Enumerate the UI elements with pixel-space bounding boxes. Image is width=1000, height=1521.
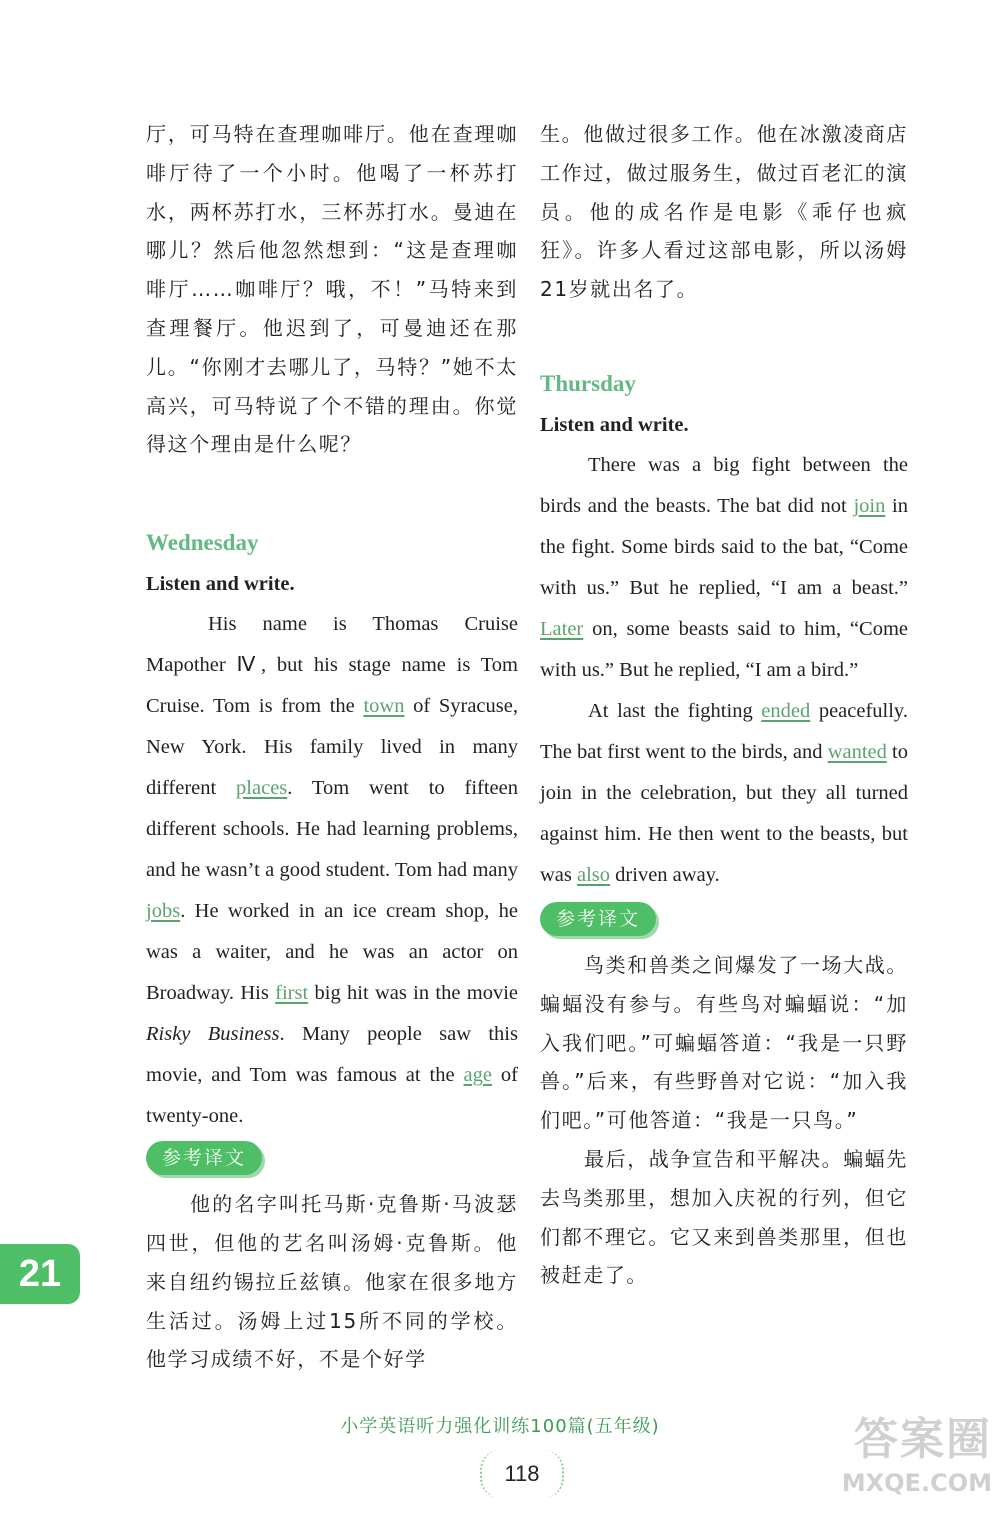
passage-text: of Syracuse, New York. His family lived in many different: [146, 695, 518, 800]
passage-text: His name is Thomas Cruise Mapother Ⅳ, but his stage name is Tom Cruise. Tom is from the: [146, 613, 518, 718]
filled-word: wanted: [827, 740, 887, 763]
filled-word: join: [853, 494, 886, 517]
left-column: [146, 115, 518, 1379]
wednesday-passage: [146, 604, 518, 1137]
reference-translation-badge: 参考译文: [540, 902, 656, 936]
passage-text: of twenty-one.: [146, 1064, 519, 1128]
passage-text: to join in the celebration, but they all turned against him. He then went to the beasts, but was: [540, 740, 908, 886]
day-heading-wednesday: Wednesday: [146, 530, 259, 556]
passage-text: peacefully. The bat first went to the birds, and: [540, 699, 908, 763]
filled-word: jobs: [146, 900, 181, 923]
filled-word: first: [275, 982, 309, 1005]
day-heading-thursday: Thursday: [540, 370, 636, 396]
right-column: [540, 115, 908, 1295]
filled-word: places: [236, 777, 288, 800]
passage-text: on, some beasts said to him, “Come with us.” But he replied, “I am a bird.”: [540, 617, 908, 681]
filled-word: ended: [761, 699, 811, 722]
filled-word: Later: [540, 617, 584, 640]
page-number: 118: [480, 1450, 564, 1498]
watermark-logo-text: 答案圈: [854, 1414, 992, 1465]
watermark-url: MXQE.COM: [841, 1469, 992, 1497]
filled-word: also: [577, 863, 611, 886]
filled-word: town: [363, 695, 405, 718]
movie-title: Risky Business: [146, 1023, 280, 1046]
thursday-translation-2: 最后，战争宣告和平解决。蝙蝠先去鸟类那里，想加入庆祝的行列，但它们都不理它。它又来到兽类那里，但也被赶走了。: [540, 1146, 908, 1288]
task-instruction: Listen and write.: [540, 413, 689, 436]
thursday-translation-1: 鸟类和兽类之间爆发了一场大战。蝙蝠没有参与。有些鸟对蝙蝠说：“加入我们吧。”可蝙蝠答道：“我是一只野兽。”后来，有些野兽对它说：“加入我们吧。”可他答道：“我是一只鸟。”: [540, 952, 908, 1133]
reference-translation-badge-wrap: [146, 1141, 518, 1185]
thursday-passage-1: [540, 445, 908, 691]
watermark: [772, 1412, 992, 1512]
passage-text: There was a big fight between the birds and the beasts. The bat did not: [540, 453, 908, 517]
reference-translation-badge-wrap: [540, 902, 908, 946]
continued-translation: 厅，可马特在查理咖啡厅。他在查理咖啡厅待了一个小时。他喝了一杯苏打水，两杯苏打水，三杯苏打水。曼迪在哪儿？然后他忽然想到：“这是查理咖啡厅……咖啡厅？哦，不！”马特来到查理餐厅。他迟到了，可曼迪还在那儿。“你刚才去哪儿了，马特？”她不太高兴，可马特说了个不错的理由。你觉得这个理由是什么呢？: [146, 122, 518, 457]
passage-text: . Many people saw this movie, and Tom was famous at the: [146, 1023, 518, 1087]
wednesday-translation: 他的名字叫托马斯·克鲁斯·马波瑟四世，但他的艺名叫汤姆·克鲁斯。他来自纽约锡拉丘兹镇。他家在很多地方生活过。汤姆上过15所不同的学校。他学习成绩不好，不是个好学: [146, 1192, 518, 1372]
book-title-footer: 小学英语听力强化训练100篇(五年级): [340, 1416, 660, 1437]
thursday-passage-2: [540, 691, 908, 896]
task-instruction: Listen and write.: [146, 573, 295, 596]
chapter-number-tab: 21: [0, 1244, 80, 1304]
passage-text: . Tom went to fifteen different schools. He had learning problems, and he wasn’t a good student. Tom had many: [146, 777, 518, 882]
passage-text: . He worked in an ice cream shop, he was a waiter, and he was an actor on Broadway. His: [146, 900, 518, 1005]
passage-text: At last the fighting: [588, 699, 762, 722]
filled-word: age: [463, 1064, 492, 1087]
continued-translation: 生。他做过很多工作。他在冰激凌商店工作过，做过服务生，做过百老汇的演员。他的成名作是电影《乖仔也疯狂》。许多人看过这部电影，所以汤姆21岁就出名了。: [540, 122, 908, 302]
passage-text: driven away.: [610, 863, 720, 886]
passage-text: big hit was in the movie: [308, 982, 518, 1005]
reference-translation-badge: 参考译文: [146, 1141, 262, 1175]
passage-text: in the fight. Some birds said to the bat, “Come with us.” But he replied, “I am a beast.”: [540, 494, 908, 599]
